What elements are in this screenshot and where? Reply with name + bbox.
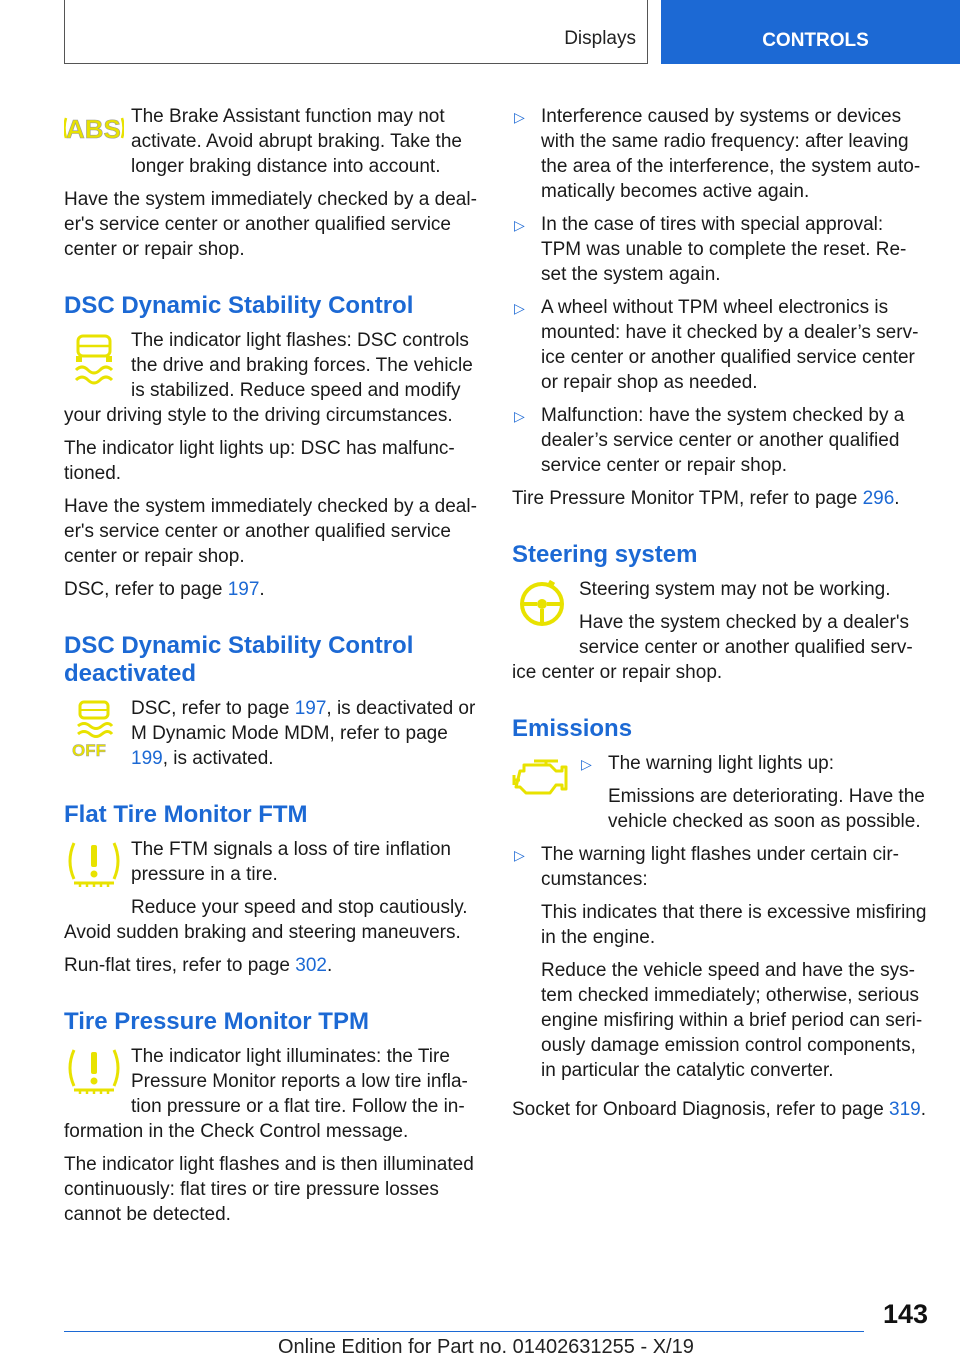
steering-heading: Steering system (512, 541, 698, 568)
edition-note: Online Edition for Part no. 01402631255 - X/19 (278, 1336, 694, 1358)
engine-icon (512, 753, 572, 799)
dsc-heading: DSC Dynamic Stability Control (64, 292, 414, 319)
chapter-label: CONTROLS (762, 30, 869, 51)
bullet-text: A wheel without TPM wheel electronics is mounted: have it checked by a dealer’s serv-ice center or another qualified service center or repair shop as needed. (541, 297, 919, 393)
abs-block (64, 104, 478, 179)
dsc-page-link[interactable]: 197 (227, 579, 260, 600)
ftm-reference (64, 953, 478, 978)
dsc-text-1: The indicator light flashes: DSC controls the drive and braking forces. The vehicle is stabilized. Reduce speed and modify (131, 330, 473, 401)
bullet-triangle-icon: ▷ (581, 756, 592, 772)
obd-reference (512, 1097, 928, 1122)
obd-page-link[interactable]: 319 (889, 1099, 921, 1120)
list-item (512, 212, 928, 287)
ftm-text-1: The FTM signals a loss of tire inflation pressure in a tire. (131, 839, 451, 885)
dsc-text-1-cont: your driving style to the driving circumstances. (64, 405, 453, 426)
ftm-page-link[interactable]: 302 (295, 955, 327, 976)
ftm-ref-text: Run-flat tires, refer to page (64, 955, 296, 976)
emissions-bullet-2-detail-1: This indicates that there is excessive misfiring in the engine. (541, 902, 927, 948)
emissions-bullet-1-detail: Emissions are deteriorating. Have the vehicle checked as soon as possible. (608, 786, 925, 832)
steering-text-2-cont: ice center or repair shop. (512, 662, 723, 683)
ftm-block (64, 837, 478, 945)
obd-ref-text: Socket for Onboard Diagnosis, refer to page (512, 1099, 890, 1120)
tpm-page-link[interactable]: 296 (862, 488, 895, 509)
list-item (579, 751, 928, 834)
abs-icon (64, 106, 124, 152)
bullet-triangle-icon: ▷ (514, 300, 525, 316)
dsc-block (64, 328, 478, 428)
right-column (512, 104, 928, 1130)
list-item (512, 295, 928, 395)
dsc-off-icon (64, 698, 124, 758)
ftm-ref-suffix: . (326, 955, 333, 976)
abs-text: The Brake Assistant function may not activate. Avoid abrupt braking. Take the longer braking distance into account. (131, 106, 462, 177)
list-item (512, 842, 928, 1083)
ftm-text-2: Reduce your speed and stop cautiously. (131, 897, 468, 918)
section-title: Displays (564, 28, 636, 49)
emissions-block (512, 751, 928, 834)
bullet-triangle-icon: ▷ (514, 217, 525, 233)
dsc-off-text (131, 696, 478, 771)
list-item (512, 403, 928, 478)
list-item (512, 104, 928, 204)
chapter-tab (661, 0, 960, 64)
abs-followup: Have the system immediately checked by a deal-er's service center or another qualified service center or repair shop. (64, 189, 477, 260)
emissions-bullet-1: The warning light lights up: (608, 753, 835, 774)
bullet-text: Malfunction: have the system checked by a dealer’s service center or another qualified service center or repair shop. (541, 405, 905, 476)
dsc-ref-text: DSC, refer to page (64, 579, 228, 600)
dsc-icon (64, 330, 124, 390)
left-column (64, 104, 478, 1235)
dsc-text-3: Have the system immediately checked by a deal-er's service center or another qualified service center or repair shop. (64, 496, 477, 567)
tpm-heading: Tire Pressure Monitor TPM (64, 1008, 369, 1035)
bullet-text: In the case of tires with special approval: TPM was unable to complete the reset. Re-set the system again. (541, 214, 907, 285)
dsc-off-block (64, 696, 478, 771)
dsc-reference (64, 577, 478, 602)
steering-icon (512, 579, 572, 629)
header-frame (64, 0, 648, 64)
dsc-off-link-199[interactable]: 199 (131, 748, 163, 769)
steering-block (512, 577, 928, 685)
emissions-bullet-2: The warning light flashes under certain cir-cumstances: (541, 844, 900, 890)
tire-warning-icon (64, 1046, 124, 1096)
dsc-ref-suffix: . (259, 579, 265, 600)
obd-ref-suffix: . (920, 1099, 927, 1120)
bullet-text: Interference caused by systems or devices with the same radio frequency: after leaving the area of the interference, the system auto-matically becomes active again. (541, 106, 921, 202)
tpm-text-2: The indicator light flashes and is then illuminated continuously: flat tires or tire pressure losses cannot be detected. (64, 1154, 474, 1225)
bullet-triangle-icon: ▷ (514, 847, 525, 863)
tpm-reference (512, 486, 928, 511)
footer-rule (64, 1331, 864, 1332)
emissions-bullet-2-detail-2: Reduce the vehicle speed and have the sys-tem checked immediately; otherwise, serious engine misfiring within a brief period can seri-ously damage emission control components, in particular the catalytic converter. (541, 960, 923, 1081)
tire-warning-icon (64, 839, 124, 889)
steering-text-2: Have the system checked by a dealer's service center or another qualified serv- (579, 612, 913, 658)
tpm-text-1-cont: formation in the Check Control message. (64, 1121, 409, 1142)
dsc-off-text-a: DSC, refer to page (131, 698, 295, 719)
tpm-ref-suffix: . (894, 488, 900, 509)
tpm-block (64, 1044, 478, 1144)
dsc-off-text-c: , is activated. (162, 748, 274, 769)
bullet-triangle-icon: ▷ (514, 408, 525, 424)
ftm-text-2-cont: Avoid sudden braking and steering maneuvers. (64, 922, 461, 943)
steering-text-1: Steering system may not be working. (579, 579, 891, 600)
tpm-ref-text: Tire Pressure Monitor TPM, refer to page (512, 488, 863, 509)
page-number: 143 (882, 1299, 928, 1329)
dsc-off-link-197[interactable]: 197 (294, 698, 327, 719)
dsc-text-2: The indicator light lights up: DSC has malfunc-tioned. (64, 438, 455, 484)
ftm-heading: Flat Tire Monitor FTM (64, 801, 308, 828)
dsc-off-text-b: , is deactivated or M Dynamic Mode MDM, refer to page (131, 698, 476, 744)
svg-text:ABS: ABS (66, 114, 121, 144)
dsc-off-heading: DSC Dynamic Stability Control deactivated (64, 632, 414, 687)
bullet-triangle-icon: ▷ (514, 109, 525, 125)
tpm-text-1: The indicator light illuminates: the Tire Pressure Monitor reports a low tire infla-tion pressure or a flat tire. Follow the in- (131, 1046, 468, 1117)
emissions-heading: Emissions (512, 715, 633, 742)
svg-text:OFF: OFF (72, 741, 106, 758)
